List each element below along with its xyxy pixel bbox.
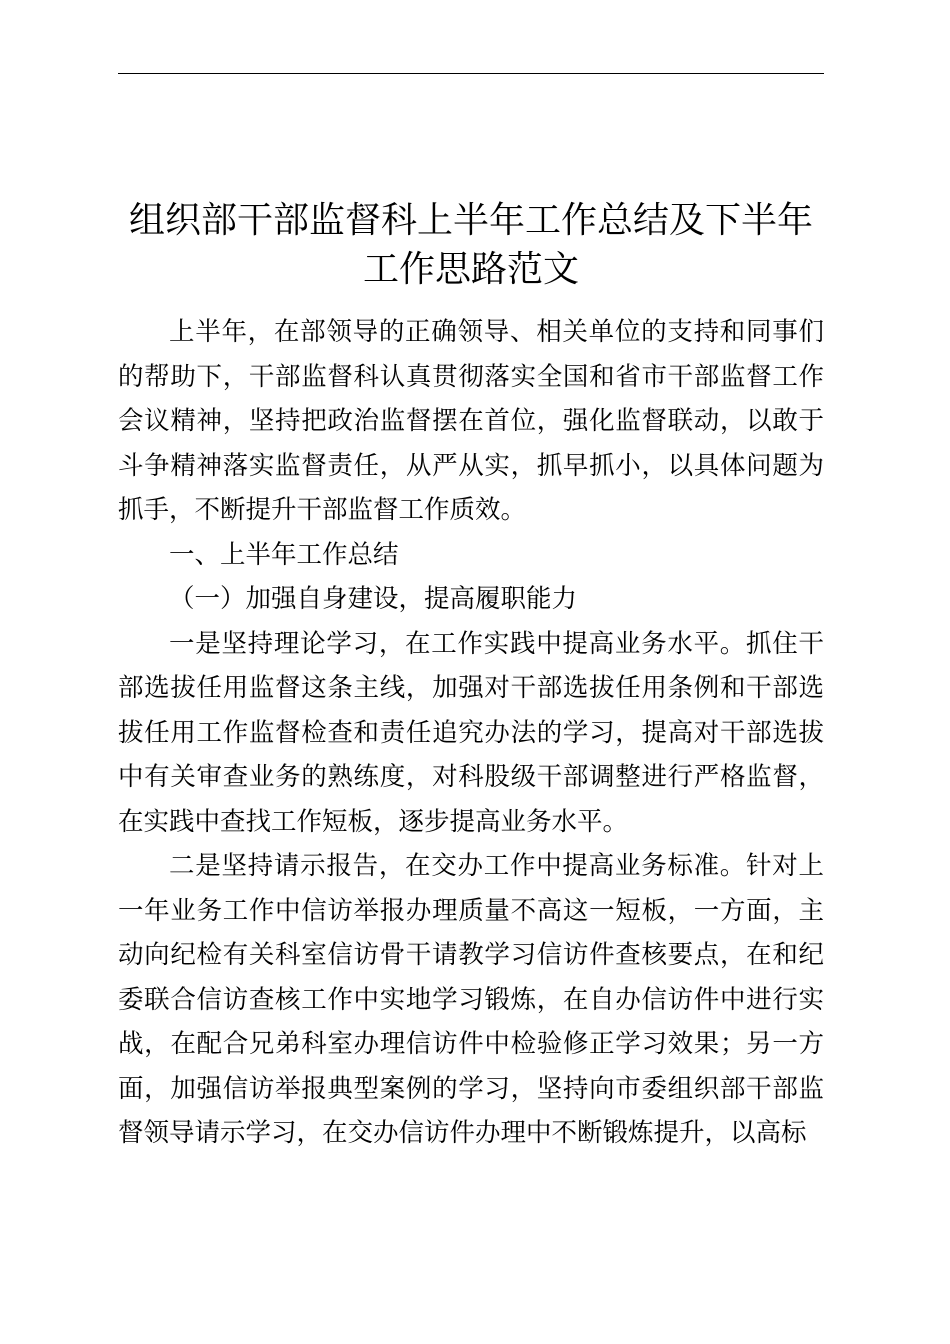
subsection-heading: （一）加强自身建设，提高履职能力 xyxy=(169,584,578,614)
section-heading: 一、上半年工作总结 xyxy=(169,539,399,570)
header-rule xyxy=(118,73,824,74)
document-title: 组织部干部监督科上半年工作总结及下半年工作思路范文 xyxy=(128,200,813,290)
paragraph-intro: 上半年，在部领导的正确领导、相关单位的支持和同事们的帮助下，干部监督科认真贯彻落实全国和省市干部监督工作会议精神，坚持把政治监督摆在首位，强化监督联动，以敢于斗争精神落实监督责任，从严从实，抓早抓小，以具体问题为抓手，不断提升干部监督工作质效。 xyxy=(118,317,824,525)
paragraph-point-two: 二是坚持请示报告，在交办工作中提高业务标准。针对上一年业务工作中信访举报办理质量不高这一短板，一方面，主动向纪检有关科室信访骨干请教学习信访件查核要点，在和纪委联合信访查核工作中实地学习锻炼，在自办信访件中进行实战，在配合兄弟科室办理信访件中检验修正学习效果；另一方面，加强信访举报典型案例的学习，坚持向市委组织部干部监督领导请示学习，在交办信访件办理中不断锻炼提升，以高标 xyxy=(118,851,824,1148)
paragraph-point-one: 一是坚持理论学习，在工作实践中提高业务水平。抓住干部选拔任用监督这条主线，加强对干部选拔任用条例和干部选拔任用工作监督检查和责任追究办法的学习，提高对干部选拔中有关审查业务的熟练度，对科股级干部调整进行严格监督，在实践中查找工作短板，逐步提高业务水平。 xyxy=(118,628,824,837)
document-body xyxy=(118,310,824,1156)
